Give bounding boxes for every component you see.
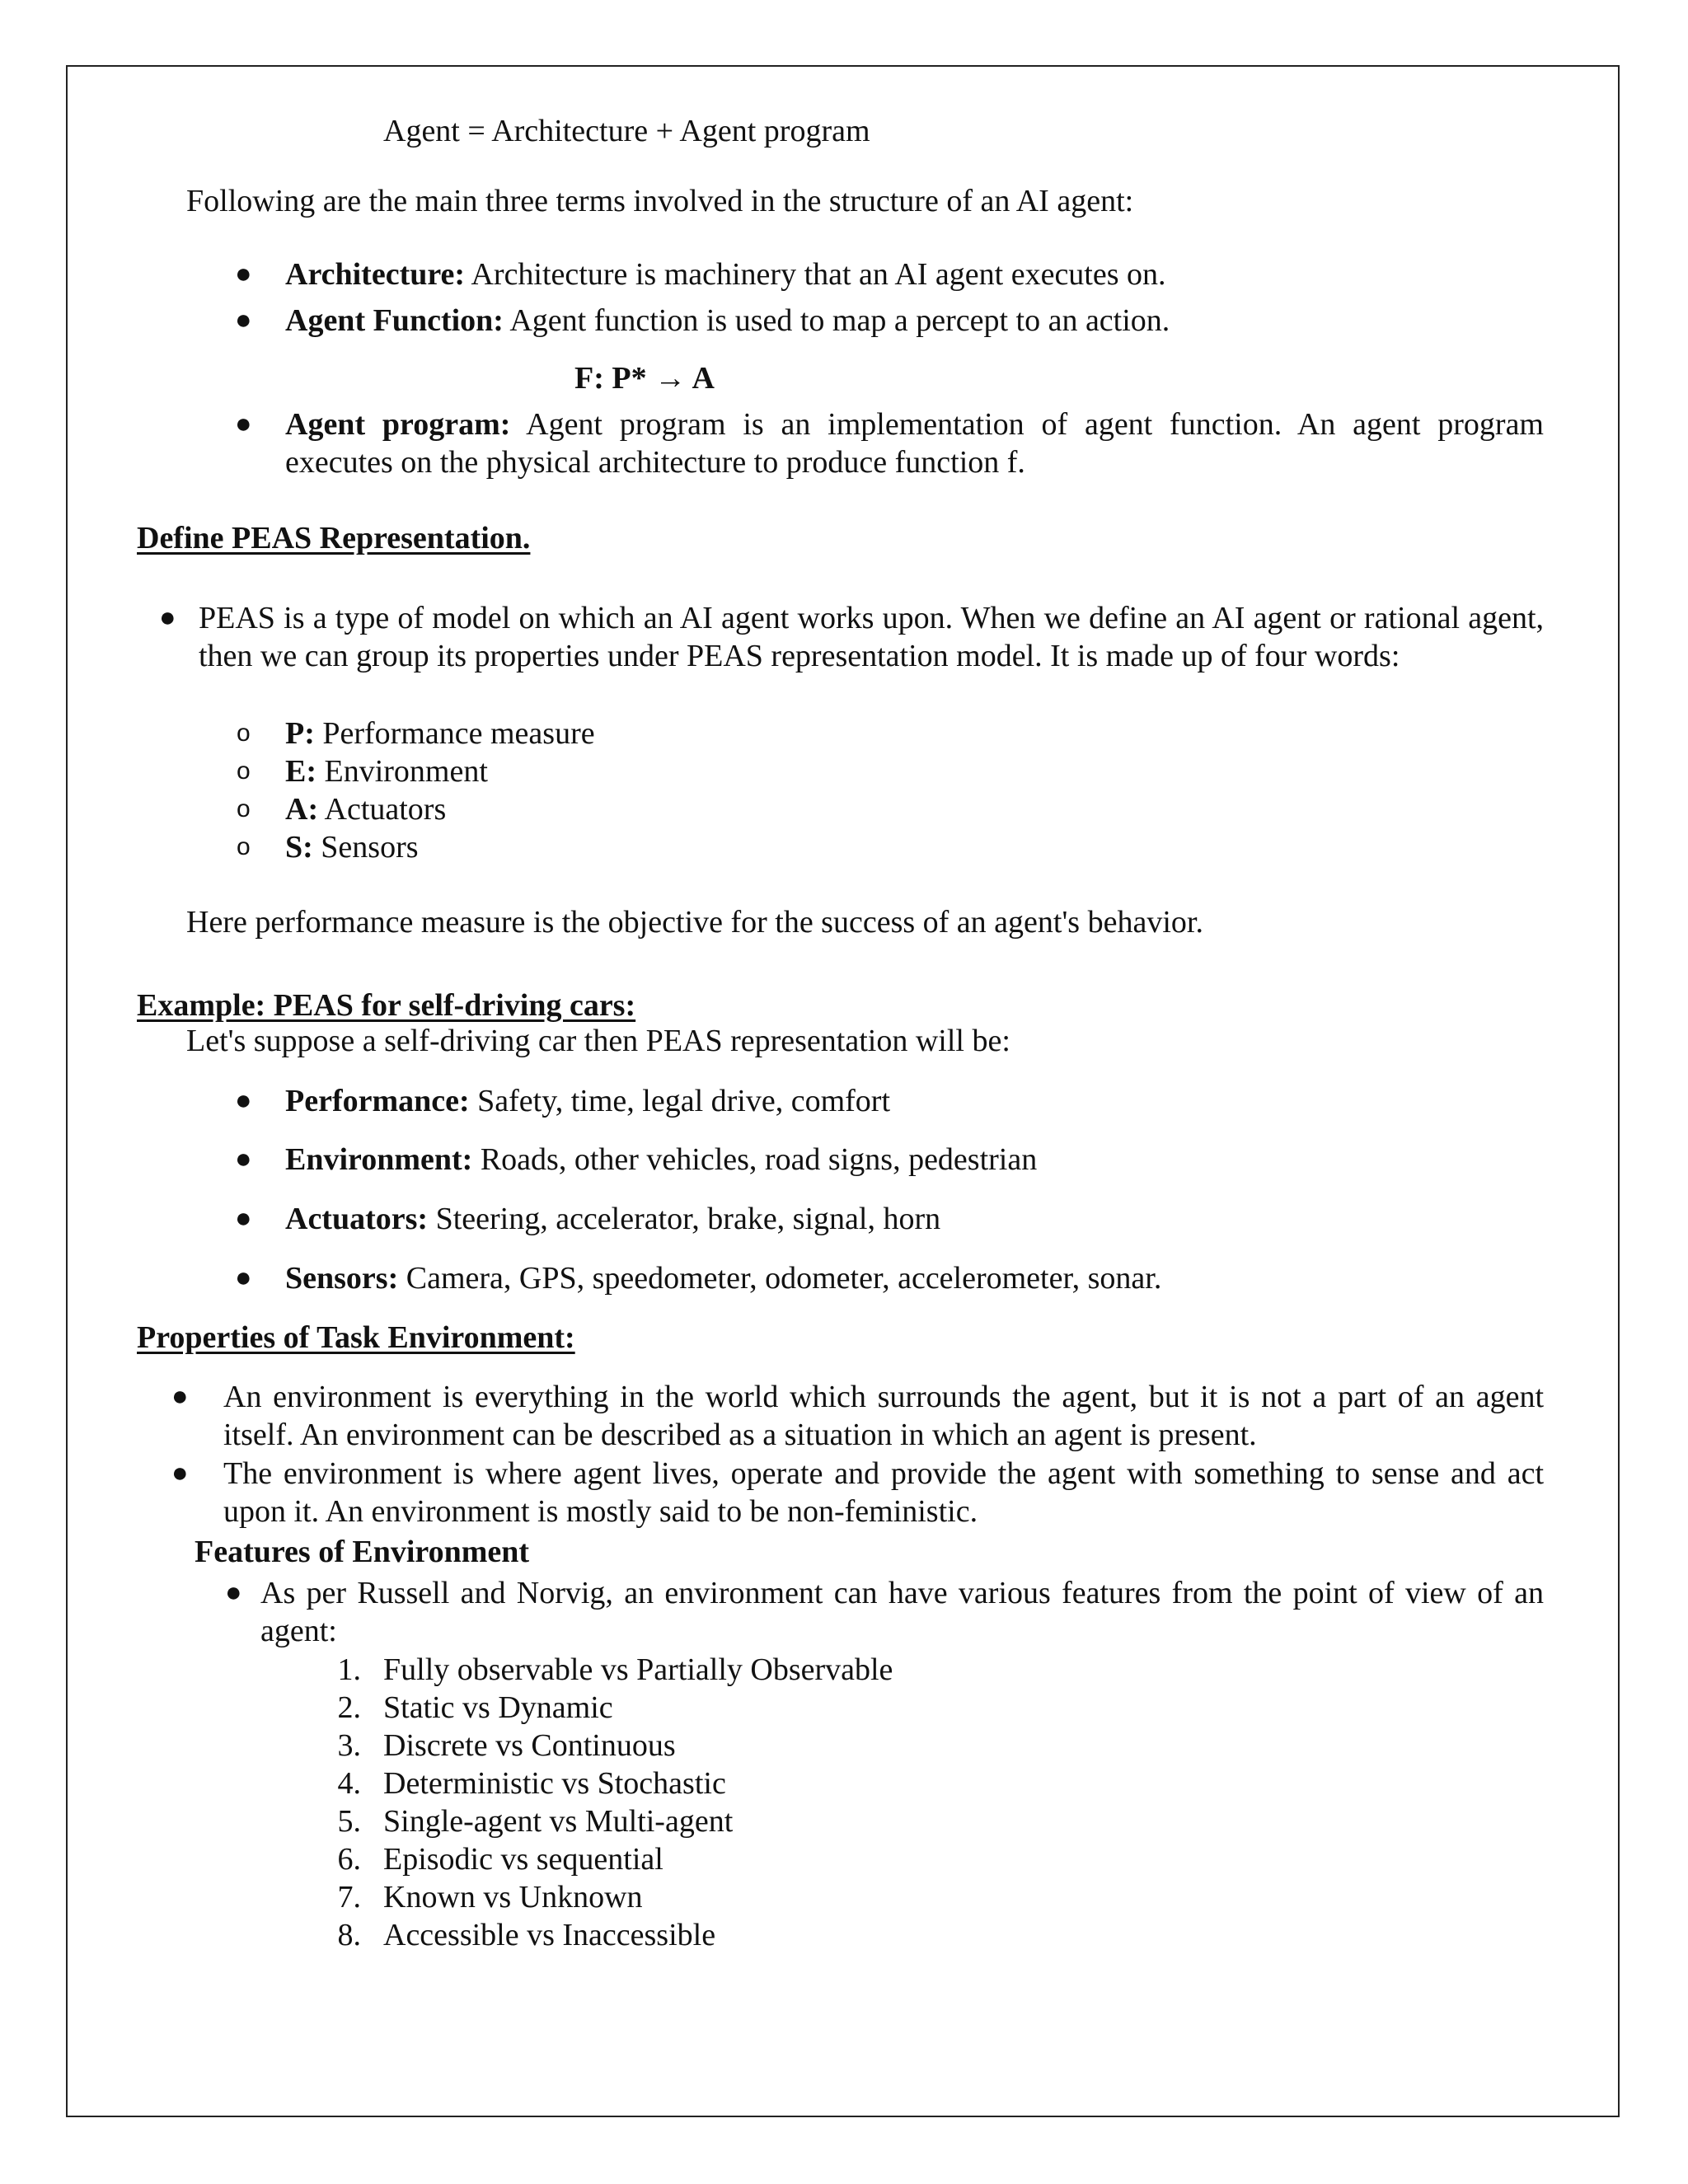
feature-number: 5.: [337, 1804, 361, 1839]
feature-number: 4.: [337, 1766, 361, 1801]
circle-bullet-icon: o: [237, 833, 251, 860]
bullet-icon: ●: [235, 1203, 252, 1234]
peas-intro: PEAS is a type of model on which an AI agent works upon. When we define an AI agent or rational agent, then we can group its properties under PEAS representation model. It is made up of four words:: [199, 601, 1544, 673]
feature-number: 7.: [337, 1880, 361, 1915]
bullet-icon: ●: [171, 1381, 189, 1412]
task-env-point-1: An environment is everything in the world which surrounds the agent, but it is not a part of an agent itself. An environment can be described as a situation in which an agent is present.: [223, 1380, 1544, 1452]
features-heading: Features of Environment: [195, 1535, 530, 1569]
term-architecture: Architecture: Architecture is machinery that an AI agent executes on.: [285, 257, 1166, 292]
task-env-point-2: The environment is where agent lives, operate and provide the agent with something to sense and act upon it. An environment is mostly said to be non-feministic.: [223, 1456, 1544, 1529]
peas-item-a: A: Actuators: [285, 792, 447, 827]
feature-number: 8.: [337, 1918, 361, 1952]
feature-item: Static vs Dynamic: [383, 1690, 613, 1725]
circle-bullet-icon: o: [237, 719, 251, 747]
feature-item: Deterministic vs Stochastic: [383, 1766, 726, 1801]
feature-item: Single-agent vs Multi-agent: [383, 1804, 734, 1839]
example-actuators: Actuators: Steering, accelerator, brake, signal, horn: [285, 1202, 941, 1236]
term-agent-function: Agent Function: Agent function is used to map a percept to an action.: [285, 303, 1170, 338]
bullet-icon: ●: [235, 1144, 252, 1174]
bullet-icon: ●: [235, 409, 252, 439]
peas-item-s: S: Sensors: [285, 830, 419, 865]
feature-item: Discrete vs Continuous: [383, 1728, 676, 1763]
feature-item: Fully observable vs Partially Observable: [383, 1652, 893, 1687]
feature-item: Accessible vs Inaccessible: [383, 1918, 716, 1952]
example-heading: Example: PEAS for self-driving cars:: [137, 988, 636, 1023]
feature-number: 2.: [337, 1690, 361, 1725]
feature-item: Episodic vs sequential: [383, 1842, 663, 1877]
peas-heading: Define PEAS Representation.: [137, 521, 531, 555]
feature-number: 1.: [337, 1652, 361, 1687]
feature-number: 3.: [337, 1728, 361, 1763]
term-agent-program: Agent program: Agent program is an implementation of agent function. An agent program executes on the physical architecture to produce function f.: [285, 407, 1544, 480]
peas-item-e: E: Environment: [285, 754, 488, 789]
circle-bullet-icon: o: [237, 757, 251, 785]
example-environment: Environment: Roads, other vehicles, road signs, pedestrian: [285, 1142, 1038, 1177]
bullet-icon: ●: [171, 1458, 189, 1488]
bullet-icon: ●: [235, 305, 252, 335]
task-env-heading: Properties of Task Environment:: [137, 1320, 575, 1355]
bullet-icon: ●: [235, 259, 252, 289]
feature-number: 6.: [337, 1842, 361, 1877]
bullet-icon: ●: [225, 1577, 242, 1608]
structure-intro: Following are the main three terms involved in the structure of an AI agent:: [186, 184, 1134, 218]
circle-bullet-icon: o: [237, 795, 251, 823]
function-formula: F: P* → A: [574, 361, 715, 396]
features-intro: As per Russell and Norvig, an environment can have various features from the point of view of an agent:: [260, 1576, 1544, 1648]
bullet-icon: ●: [235, 1263, 252, 1293]
feature-item: Known vs Unknown: [383, 1880, 643, 1915]
peas-item-p: P: Performance measure: [285, 716, 595, 751]
example-performance: Performance: Safety, time, legal drive, comfort: [285, 1084, 891, 1118]
bullet-icon: ●: [159, 602, 176, 633]
example-sensors: Sensors: Camera, GPS, speedometer, odometer, accelerometer, sonar.: [285, 1261, 1162, 1296]
bullet-icon: ●: [235, 1085, 252, 1116]
example-intro: Let's suppose a self-driving car then PEAS representation will be:: [186, 1024, 1010, 1058]
performance-note: Here performance measure is the objective for the success of an agent's behavior.: [186, 905, 1203, 940]
agent-formula: Agent = Architecture + Agent program: [383, 114, 870, 148]
